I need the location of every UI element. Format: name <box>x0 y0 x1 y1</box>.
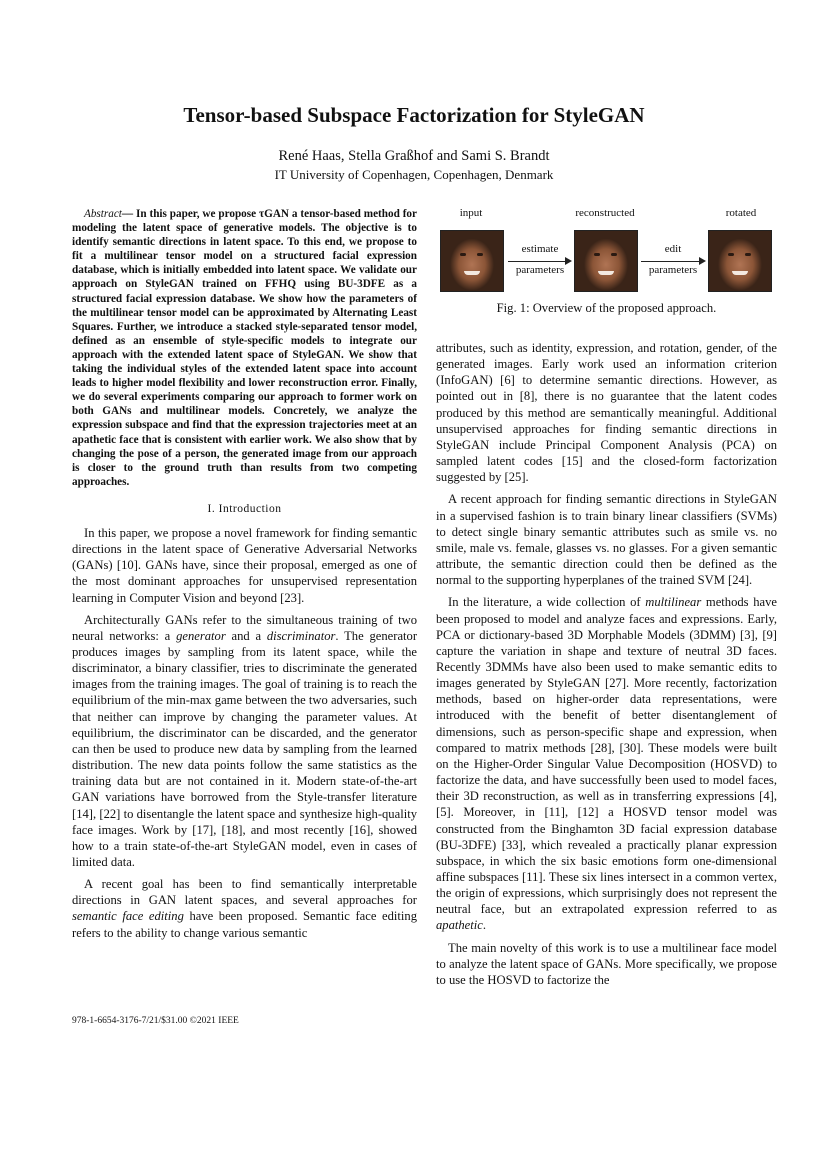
intro-paragraph-1: In this paper, we propose a novel framework for finding semantic directions in the latent space of Generative Adversarial Networks (GANs) [10]. GANs have, since their proposal, emerged as one of the most dominant approaches for unsupervised representation learning in Computer Vision and beyond [23]. <box>72 525 417 605</box>
paper-affiliation: IT University of Copenhagen, Copenhagen, Denmark <box>274 167 554 182</box>
figure-label-input: input <box>459 207 483 219</box>
reconstructed-face-image <box>574 230 638 292</box>
arrow-estimate <box>508 261 570 262</box>
intro-paragraph-2: Architecturally GANs refer to the simultaneous training of two neural networks: a generator and a discriminator. The generator produces images by sampling from its latent space, while the discriminator, a binary classifier, tries to discriminate the generated images from the training images. The goal of training is to reach the equilibrium of the min-max game between the two adversaries, such that neither can improve by changing the parameter values. At equilibrium, the discriminator can be discarded, and the generator can then be used to produce new data by sampling from the learned distribution. The new data points follow the same statistics as the training data but are not contained in it. Modern state-of-the-art GAN variations have borrowed from the Style-transfer literature [14], [22] to disentangle the latent space and synthesize high-quality face images. Work by [17], [18], and most recently [16], showed how to a train state-of-the-art StyleGAN model, even in cases of limited data. <box>72 612 418 869</box>
rotated-face-image <box>708 230 772 292</box>
arrow1-label-top: estimate <box>521 243 559 255</box>
right-column <box>436 340 777 994</box>
section-heading-introduction: I. Introduction <box>207 502 282 515</box>
figure-label-rotated: rotated <box>725 207 757 219</box>
copyright-footer: 978-1-6654-3176-7/21/$31.00 ©2021 IEEE <box>72 1016 239 1026</box>
arrow1-label-bottom: parameters <box>515 264 565 276</box>
paper-authors: René Haas, Stella Graßhof and Sami S. Brandt <box>278 148 550 164</box>
figure-label-reconstructed: reconstructed <box>575 207 635 219</box>
abstract <box>72 207 417 489</box>
input-face-image <box>440 230 504 292</box>
right-paragraph-2: A recent approach for finding semantic directions in StyleGAN in a supervised fashion is to train binary linear classifiers (SVMs) to detect single binary semantic attributes such as smile vs. no smile, male vs. female, glasses vs. no glasses. For a given semantic attribute, the semantic direction could then be defined as the normal to the supporting hyperplanes of the trained SVM [24]. <box>436 492 777 588</box>
right-paragraph-1: attributes, such as identity, expression, and rotation, gender, of the generated images. Early work used an information criterion (InfoGAN) [6] to determine semantic directions. However, as pointed out in [8], there is no guarantee that the latent codes produced by this method are semantically meaningful. Additional unsupervised approaches for finding semantic directions in StyleGAN include Principal Component Analysis (PCA) on sampled latent codes [15] and the closed-form factorization suggested by [25]. <box>436 341 777 485</box>
paper-title: Tensor-based Subspace Factorization for StyleGAN <box>183 103 645 127</box>
intro-paragraph-3: A recent goal has been to find semantically interpretable directions in GAN latent spaces, and several approaches for semantic face editing have been proposed. Semantic face editing refers to the ability to change various semantic <box>72 877 417 940</box>
abstract-lead: Abstract <box>84 208 122 220</box>
right-paragraph-3: In the literature, a wide collection of multilinear methods have been proposed to model and analyze faces and expressions. Early, PCA or dictionary-based 3D Morphable Models (3DMM) [3], [9] capture the variation in shape and texture of neutral 3D faces. Recently 3DMMs have also been used to make semantic edits to images generated by StyleGAN [27]. More recently, factorization methods, based on higher-order data representations, were introduced with the benefit of better disentanglement of dimensions, such as person-specific shape and expression, when compared to matrix methods [28], [30]. These models were built on the Higher-Order Singular Value Decomposition (HOSVD) to factorize the data, and have successfully been used to model faces, their 3D reconstruction, as well as in transferring expressions [4], [5]. Moreover, in [11], [12] a HOSVD tensor model was constructed from the Binghamton 3D facial expression database (BU-3DFE) [33], which revealed a practically planar expression subspace, in which the six basic emotions form one-dimensional affine subspaces [11]. These six lines intersect in a common vertex, the origin of expressions, which surprisingly does not represent the neutral face, but an extrapolated expression referred to as apathetic. <box>436 595 778 933</box>
right-paragraph-4: The main novelty of this work is to use a multilinear face model to analyze the latent space of GANs. More specifically, we propose to use the HOSVD to factorize the <box>436 940 777 987</box>
arrow2-label-top: edit <box>664 243 682 255</box>
figure-caption: Fig. 1: Overview of the proposed approach. <box>496 301 717 315</box>
abstract-text: — In this paper, we propose τGAN a tensor-based method for modeling the latent space of generative models. The objective is to identify semantic directions in latent space. To this end, we propose to fit a multilinear tensor model on a structured facial expression database, which is initially embedded into latent space. We validate our approach on StyleGAN trained on FFHQ using BU-3DFE as a structured facial expression database. We show how the parameters of the multilinear tensor model can be approximated by Alternating Least Squares. Further, we introduce a stacked style-separated tensor model, defined as an ensemble of style-specific models to integrate our approach with the extended latent space of StyleGAN. We show that taking the individual styles of the extended latent space into account leads to higher model flexibility and lower reconstruction error. Finally, we do several experiments comparing our approach to former work on both GANs and multilinear models. Concretely, we analyze the expression subspace and find that the expression trajectories meet at an apathetic face that is consistent with earlier work. We also show that by changing the pose of a person, the generated image from our approach is closer to the ground truth than results from two competing approaches. <box>72 208 417 488</box>
arrow2-label-bottom: parameters <box>648 264 698 276</box>
left-column <box>72 207 417 947</box>
arrow-edit <box>641 261 704 262</box>
